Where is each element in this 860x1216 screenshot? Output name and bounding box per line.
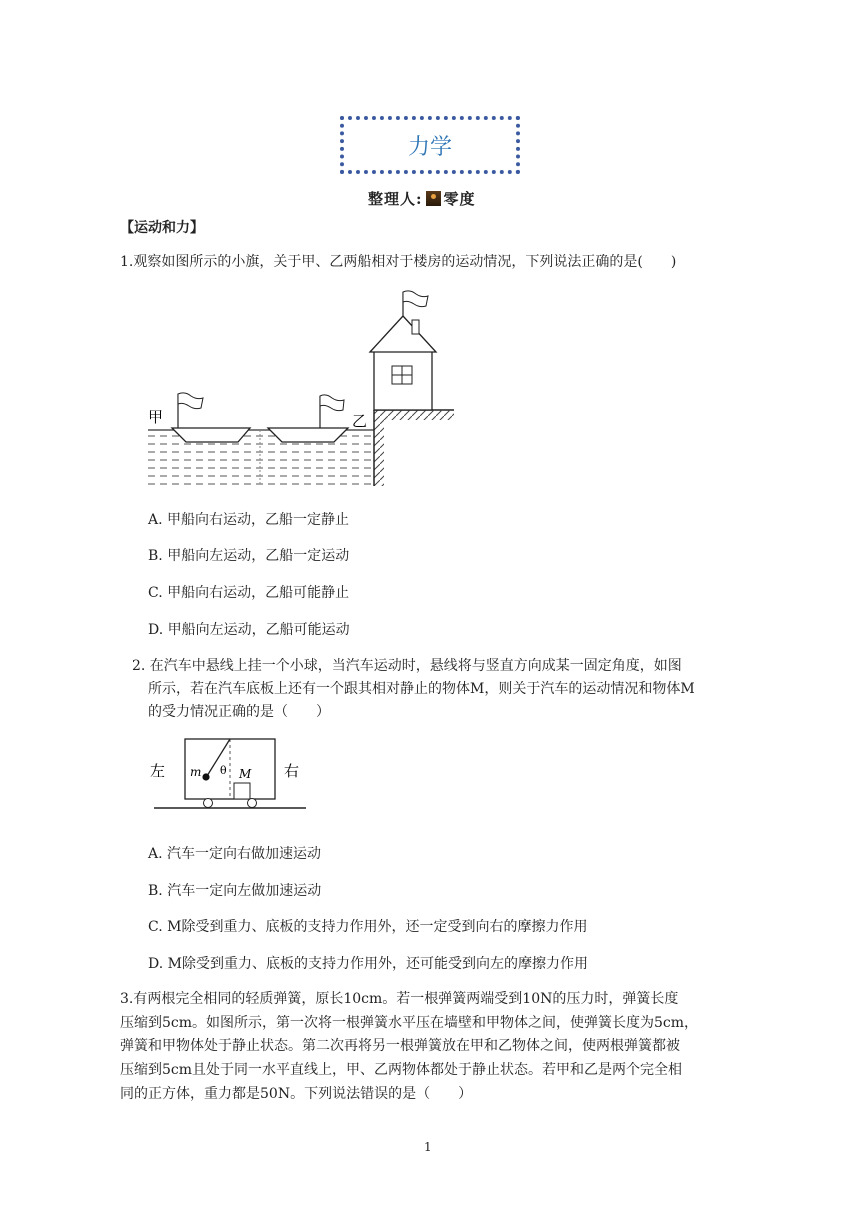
label-left: 左 <box>150 762 166 780</box>
page-title: 力学 <box>407 134 452 160</box>
q1-option-c: C. 甲船向右运动，乙船可能静止 <box>148 585 350 601</box>
avatar-icon <box>426 191 441 206</box>
boat-yi <box>268 395 348 442</box>
section-heading: 【运动和力】 <box>120 220 204 236</box>
q2-option-b: B. 汽车一定向左做加速运动 <box>148 883 322 899</box>
question-3-line-2: 压缩到5cm。如图所示，第一次将一根弹簧水平压在墙壁和甲物体之间，使弹簧长度为5cm， <box>120 1015 699 1031</box>
author-line <box>368 188 476 209</box>
house <box>370 291 436 410</box>
q2-option-c: C. M除受到重力、底板的支持力作用外，还一定受到向右的摩擦力作用 <box>148 919 588 935</box>
boat-yi-flag-icon <box>320 395 344 411</box>
label-m-small: m <box>190 765 202 779</box>
question-3-line-1: 3.有两根完全相同的轻质弹簧，原长10cm。若一根弹簧两端受到10N的压力时，弹簧长度 <box>120 991 679 1007</box>
figure-boats-house <box>148 288 458 490</box>
label-theta: θ <box>220 764 227 777</box>
label-jia: 甲 <box>148 408 164 426</box>
house-flag-icon <box>403 291 428 307</box>
page-number: 1 <box>424 1140 432 1154</box>
wheel-left <box>204 799 213 808</box>
figure-car-pendulum <box>148 736 313 814</box>
block-m <box>234 783 250 799</box>
label-yi: 乙 <box>352 412 368 430</box>
author-prefix: 整理人: <box>368 190 423 208</box>
question-2-line-1: 2. 在汽车中悬线上挂一个小球，当汽车运动时，悬线将与竖直方向成某一固定角度，如图 <box>132 658 682 674</box>
question-3-line-5: 同的正方体，重力都是50N。下列说法错误的是（ ） <box>120 1086 473 1102</box>
question-3-line-4: 压缩到5cm且处于同一水平直线上，甲、乙两物体都处于静止状态。若甲和乙是两个完全相 <box>120 1062 683 1078</box>
q1-option-b: B. 甲船向左运动，乙船一定运动 <box>148 548 350 564</box>
question-3-line-3: 弹簧和甲物体处于静止状态。第二次再将另一根弹簧放在甲和乙物体之间，使两根弹簧都被 <box>120 1038 680 1054</box>
ball <box>202 773 209 780</box>
question-1-text: 1.观察如图所示的小旗，关于甲、乙两船相对于楼房的运动情况，下列说法正确的是( ) <box>120 254 677 270</box>
q1-option-a: A. 甲船向右运动，乙船一定静止 <box>148 512 350 528</box>
author-name: 零度 <box>443 190 476 208</box>
label-M: M <box>239 767 252 781</box>
wheel-right <box>248 799 257 808</box>
q2-option-a: A. 汽车一定向右做加速运动 <box>148 846 322 862</box>
page-title-box <box>340 116 520 174</box>
boat-jia <box>172 393 250 442</box>
question-2-line-3: 的受力情况正确的是（ ） <box>148 704 330 720</box>
label-right: 右 <box>284 762 300 780</box>
q2-option-d: D. M除受到重力、底板的支持力作用外，还可能受到向左的摩擦力作用 <box>148 956 588 972</box>
question-2-line-2: 所示，若在汽车底板上还有一个跟其相对静止的物体M，则关于汽车的运动情况和物体M <box>148 681 695 697</box>
boat-jia-flag-icon <box>178 393 203 409</box>
q1-option-d: D. 甲船向左运动，乙船可能运动 <box>148 622 350 638</box>
